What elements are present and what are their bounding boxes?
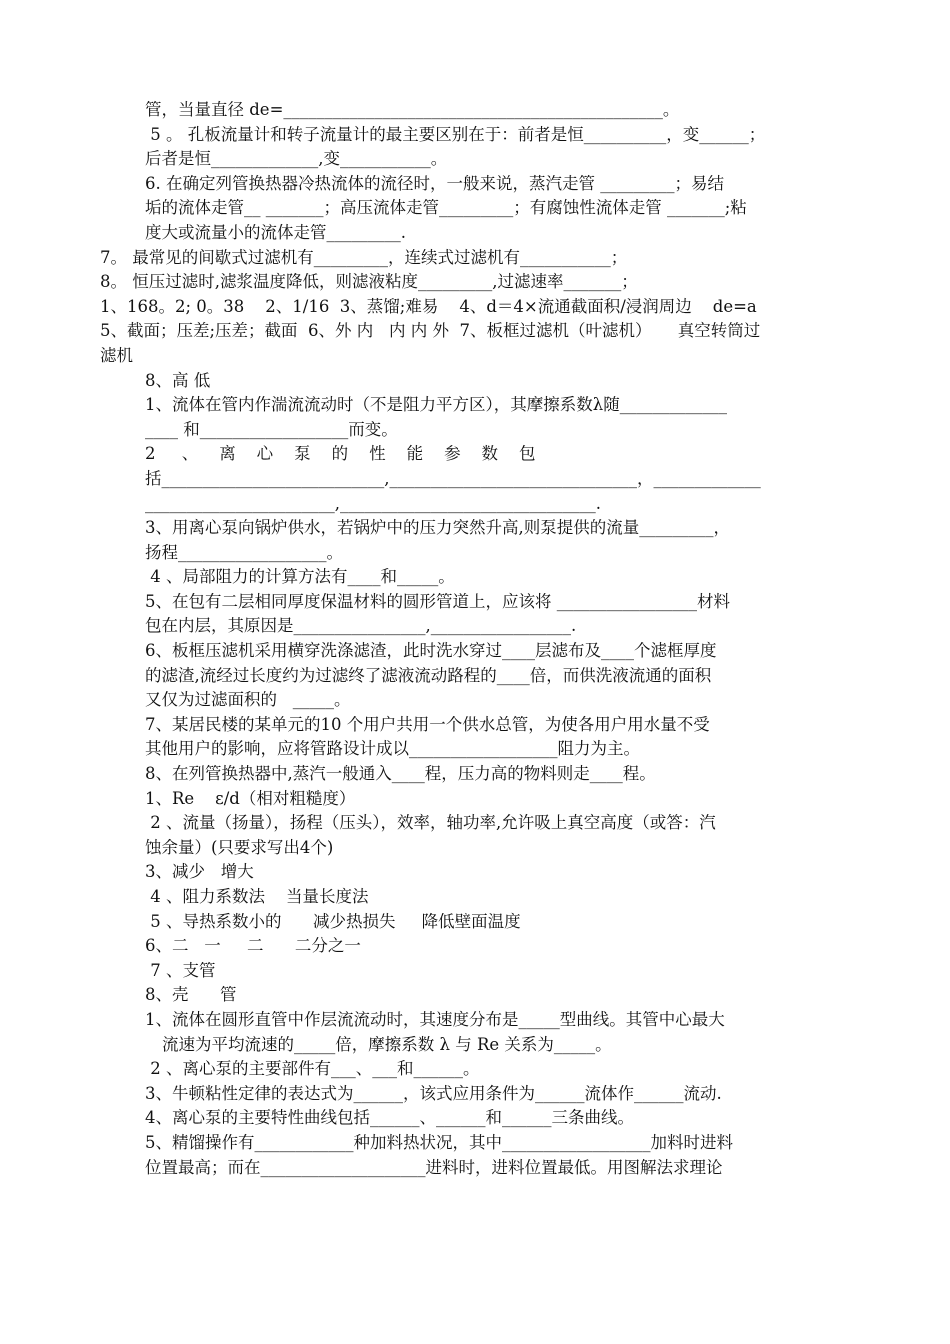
text-line: 5 。 孔板流量计和转子流量计的最主要区别在于：前者是恒__________，变______； (145, 124, 766, 144)
text-line: 5、精馏操作有____________种加料热状况，其中__________________加料时进料 (145, 1132, 733, 1152)
text-line: 的滤渣,流经过长度约为过滤终了滤液流动路程的____倍，而供洗液流通的面积 (145, 665, 712, 685)
text-line: 后者是恒_____________,变___________。 (145, 149, 448, 169)
text-body (0, 98, 950, 1180)
text-line: 4 、阻力系数法 当量长度法 (145, 887, 369, 906)
text-line: 5、截面；压差;压差；截面 6、外 内 内 内 外 7、板框过滤机（叶滤机） 真空转筒过 (100, 321, 761, 341)
text-line: 其他用户的影响，应将管路设计成以__________________阻力为主。 (145, 739, 640, 759)
text-line: 4、离心泵的主要特性曲线包括______、______和______三条曲线。 (145, 1108, 634, 1128)
text-line: 蚀余量）(只要求写出4个) (145, 837, 334, 857)
text-line: 8。 恒压过滤时,滤浆温度降低，则滤液粘度_________,过滤速率_______； (100, 272, 638, 292)
text-line: 5、在包有二层相同厚度保温材料的圆形管道上，应该将 _________________材料 (145, 591, 730, 611)
text-line: 1、168。2; 0。38 2、1/16 3、蒸馏;难易 4、d＝4×流通截面积/浸润周边 de=a (100, 296, 757, 316)
text-line: 7、某居民楼的某单元的10 个用户共用一个供水总管，为使各用户用水量不受 (145, 714, 710, 734)
text-line: 6. 在确定列管换热器冷热流体的流径时，一般来说，蒸汽走管 _________；易结 (145, 173, 724, 193)
text-line: 又仅为过滤面积的 _____。 (145, 690, 351, 710)
text-line: _______________________,_______________________________. (145, 493, 601, 513)
text-line: 括___________________________,______________________________，_____________ (145, 468, 761, 488)
text-line: 包在内层，其原因是________________,_________________. (145, 616, 577, 636)
text-line: 1、流体在管内作湍流流动时（不是阻力平方区），其摩擦系数λ随_____________ (145, 395, 727, 415)
text-line: 3、用离心泵向锅炉供水，若锅炉中的压力突然升高,则泵提供的流量_________， (145, 518, 730, 538)
text-line: 扬程__________________。 (145, 542, 343, 562)
text-line: 1、Re ε/d（相对粗糙度） (145, 788, 356, 808)
text-line: 4 、局部阻力的计算方法有____和_____。 (145, 567, 455, 587)
text-line: 7 、支管 (145, 960, 216, 980)
text-line: 8、高 低 (145, 370, 211, 390)
text-line: 2 、流量（扬量），扬程（压头），效率，轴功率,允许吸上真空高度（或答：汽 (145, 813, 716, 833)
text-line: 管，当量直径 de=______________________________________________。 (145, 100, 680, 119)
text-line: 位置最高；而在____________________进料时，进料位置最低。用图解法求理论 (145, 1157, 723, 1177)
text-line: 度大或流量小的流体走管_________. (145, 222, 406, 242)
text-line: 3、减少 增大 (145, 862, 254, 882)
text-line: 滤机 (100, 345, 133, 365)
text-line: 6、板框压滤机采用横穿洗涤滤渣，此时洗水穿过____层滤布及____个滤框厚度 (145, 641, 717, 661)
text-line: ____ 和__________________而变。 (145, 419, 398, 439)
text-line: 8、壳 管 (145, 985, 237, 1005)
text-line: 8、在列管换热器中,蒸汽一般通入____程，压力高的物料则走____程。 (145, 764, 656, 784)
text-line: 1、流体在圆形直管中作层流流动时，其速度分布是_____型曲线。其管中心最大 (145, 1009, 725, 1029)
text-line: 5 、导热系数小的 减少热损失 降低壁面温度 (145, 911, 521, 931)
text-line: 2 、离心泵的主要部件有___、___和______。 (145, 1059, 480, 1079)
text-line: 6、二 一 二 二分之一 (145, 936, 361, 956)
text-line: 流速为平均流速的_____倍，摩擦系数 λ 与 Re 关系为_____。 (162, 1034, 612, 1054)
text-line: 2 、 离 心 泵 的 性 能 参 数 包 (145, 444, 536, 464)
text-line: 垢的流体走管__ _______；高压流体走管_________；有腐蚀性流体走管 _______;粘 (145, 198, 747, 218)
text-line: 7。 最常见的间歇式过滤机有_________，连续式过滤机有___________； (100, 247, 628, 267)
text-line: 3、牛顿粘性定律的表达式为______，该式应用条件为______流体作______流动. (145, 1083, 722, 1103)
